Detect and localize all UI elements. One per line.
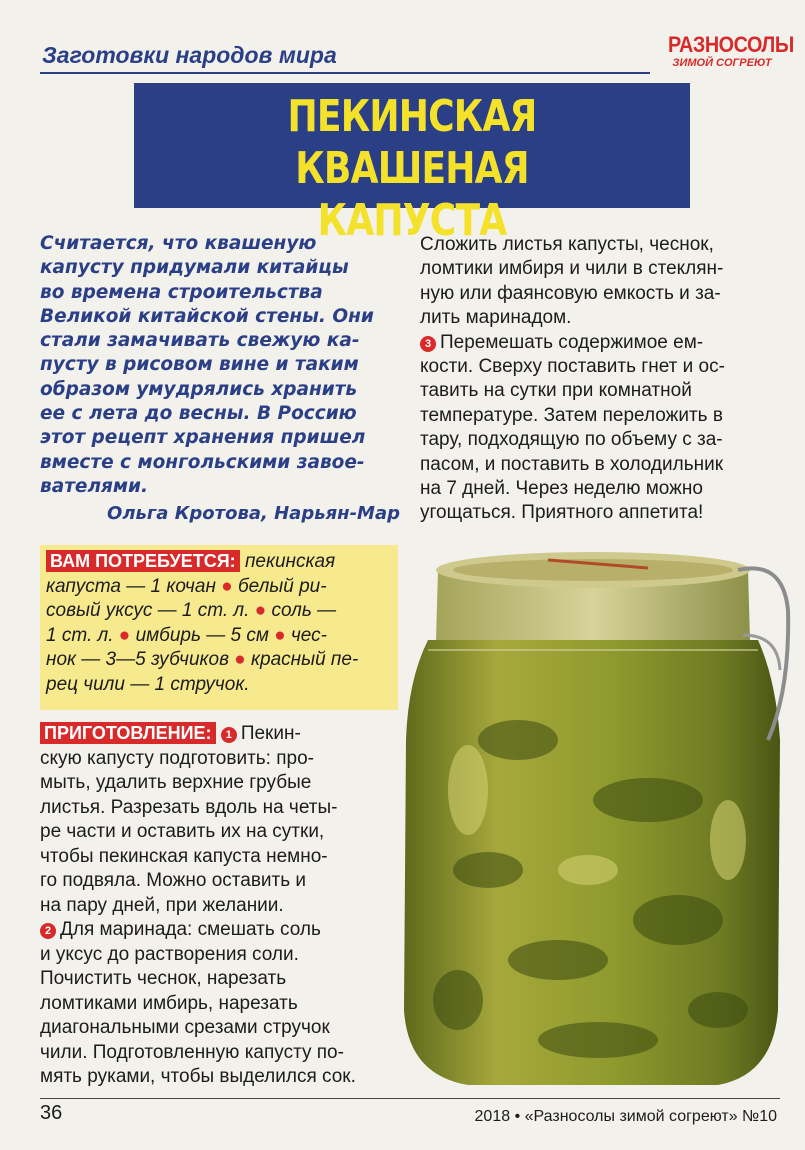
prep-line: ломтиками имбирь, нарезать xyxy=(40,992,298,1014)
bullet-icon: ● xyxy=(118,624,131,646)
prep-line: и уксус до растворения соли. xyxy=(40,943,299,965)
right-line: Сложить листья капусты, чеснок, xyxy=(420,234,714,255)
step-3-text: Перемешать содержимое ем- xyxy=(440,331,704,353)
right-line: кости. Сверху поставить гнет и ос- xyxy=(420,356,725,378)
intro-text xyxy=(40,232,410,499)
ingredients-line: 1 ст. л. xyxy=(46,624,114,646)
title-line-2: КАПУСТА xyxy=(317,195,507,246)
prep-line: на пару дней, при желании. xyxy=(40,894,284,916)
bullet-icon: ● xyxy=(234,649,246,670)
footer-rule xyxy=(40,1098,780,1099)
ingredients-line: капуста — 1 кочан xyxy=(46,575,216,597)
ingredients-line: белый ри- xyxy=(237,575,327,597)
preparation-label: ПРИГОТОВЛЕНИЕ: xyxy=(40,722,216,744)
bullet-icon: ● xyxy=(221,575,233,597)
bullet-icon: ● xyxy=(254,600,267,621)
right-line: лить маринадом. xyxy=(420,307,572,329)
ingredients-text xyxy=(46,550,401,697)
intro-line: этот рецепт хранения пришел xyxy=(40,427,366,449)
section-label: Заготовки народов мира xyxy=(42,42,337,68)
step-2-text: Для маринада: смешать соль xyxy=(60,919,321,940)
ingredients-line: имбирь — 5 см xyxy=(135,624,269,646)
ingredients-line: красный пе- xyxy=(251,649,359,670)
author-signature: Ольга Кротова, Нарьян-Мар xyxy=(107,503,400,524)
ingredients-line: пекинская xyxy=(244,551,336,572)
prep-line: мять руками, чтобы выделился сок. xyxy=(40,1066,356,1087)
footer-magazine: 2018 • «Разносолы зимой согреют» №10 xyxy=(474,1108,777,1125)
prep-line: го подвяла. Можно оставить и xyxy=(40,870,307,891)
intro-line: во времена строительства xyxy=(40,281,323,303)
right-line: тару, подходящую по объему с за- xyxy=(420,429,723,451)
step-1-text: Пекин- xyxy=(240,723,301,744)
right-line: ную или фаянсовую емкость и за- xyxy=(420,282,721,304)
intro-line: образом умудрялись хранить xyxy=(40,378,358,400)
right-line: пасом, и поставить в холодильник xyxy=(420,453,724,475)
right-line: тавить на сутки при комнатной xyxy=(420,380,692,402)
step-2-number: 2 xyxy=(40,923,56,939)
prep-line: чтобы пекинская капуста немно- xyxy=(40,845,328,867)
page-number: 36 xyxy=(40,1102,63,1124)
step-3-first-line xyxy=(420,331,780,355)
intro-line: капусту придумали китайцы xyxy=(40,257,349,279)
ingredients-line: нок — 3—5 зубчиков xyxy=(46,649,229,670)
intro-line: ее с лета до весны. В Россию xyxy=(40,403,357,425)
step-1-number: 1 xyxy=(221,727,237,743)
preparation-text xyxy=(40,722,400,1090)
header-rule xyxy=(40,72,650,74)
prep-line: диагональными срезами стручок xyxy=(40,1017,330,1038)
intro-line: Считается, что квашеную xyxy=(40,233,317,254)
right-line: температуре. Затем переложить в xyxy=(420,404,723,426)
bullet-icon: ● xyxy=(274,624,286,646)
right-line: угощаться. Приятного аппетита! xyxy=(420,502,704,524)
ingredients-line: рец чили — 1 стручок. xyxy=(46,673,250,695)
prep-line: листья. Разрезать вдоль на четы- xyxy=(40,796,338,818)
intro-line: вместе с монгольскими завое- xyxy=(40,451,365,473)
right-column xyxy=(420,233,780,526)
prep-line: ре части и оставить их на сутки, xyxy=(40,821,325,842)
ingredients-line: чес- xyxy=(290,624,327,646)
intro-line: вателями. xyxy=(40,475,149,497)
brand-subtitle: ЗИМОЙ СОГРЕЮТ xyxy=(672,57,772,69)
ingredients-label: ВАМ ПОТРЕБУЕТСЯ: xyxy=(46,550,240,572)
right-line: ломтики имбиря и чили в стеклян- xyxy=(420,258,724,280)
prep-line: Почистить чеснок, нарезать xyxy=(40,968,287,989)
page-title xyxy=(184,91,640,247)
right-line: на 7 дней. Через неделю можно xyxy=(420,478,703,500)
jar-image xyxy=(398,540,793,1100)
intro-line: Великой китайской стены. Они xyxy=(40,305,374,327)
ingredients-line: совый уксус — 1 ст. л. xyxy=(46,600,250,621)
ingredients-line: соль — xyxy=(271,600,337,621)
brand-name: РАЗНОСОЛЫ xyxy=(668,32,794,57)
title-line-1: ПЕКИНСКАЯ КВАШЕНАЯ xyxy=(287,91,537,194)
prep-line: мыть, удалить верхние грубые xyxy=(40,772,312,793)
brand-logo xyxy=(662,32,794,69)
step-3-number: 3 xyxy=(420,336,436,352)
jar-photo xyxy=(398,540,793,1100)
intro-line: стали замачивать свежую ка- xyxy=(40,330,360,352)
intro-line: пусту в рисовом вине и таким xyxy=(40,354,359,376)
prep-line: чили. Подготовленную капусту по- xyxy=(40,1041,344,1063)
prep-line: скую капусту подготовить: про- xyxy=(40,747,314,769)
